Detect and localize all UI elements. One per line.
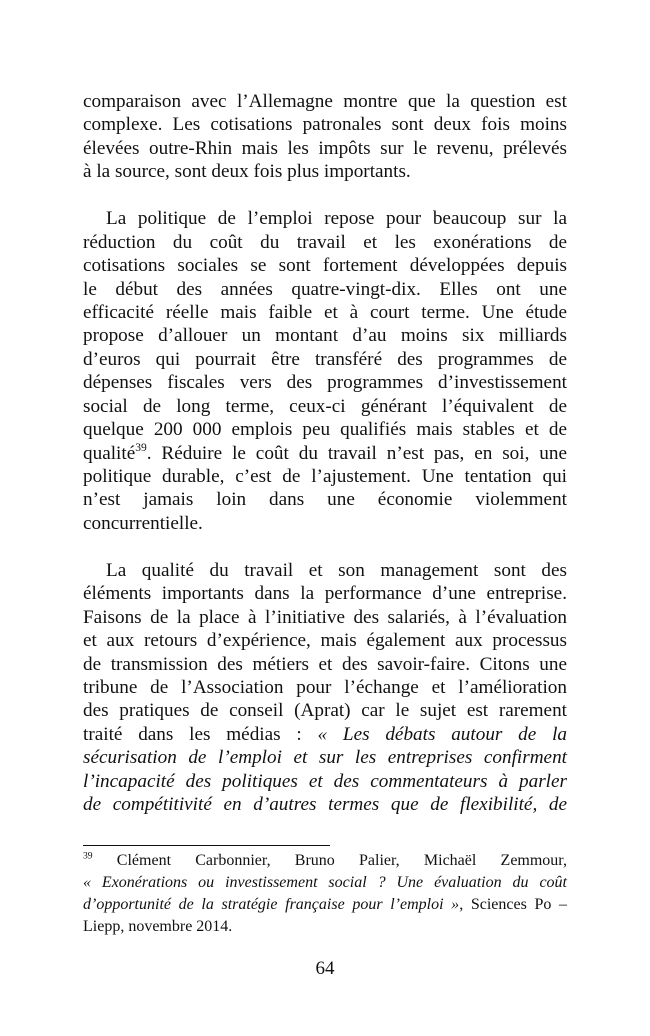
paragraph-line: [83, 723, 567, 746]
text-segment: traité dans les médias :: [83, 723, 318, 745]
paragraph-line: [83, 582, 567, 605]
page-number: 64: [315, 958, 335, 979]
paragraph-gap: [83, 184, 567, 207]
paragraph-line: [83, 606, 567, 629]
text-segment: complexe. Les cotisations patronales sont deux fois moins: [83, 114, 567, 136]
paragraph-line: [83, 465, 567, 488]
paragraph-line: [83, 324, 567, 347]
footnote-reference: 39: [83, 850, 93, 862]
paragraph-line: [83, 278, 567, 301]
paragraph-line: [83, 160, 567, 183]
text-segment: concurrentielle.: [83, 512, 203, 534]
paragraph-line: [83, 629, 567, 652]
text-segment: La qualité du travail et son management sont des: [106, 559, 567, 581]
text-segment: Clément Carbonnier, Bruno Palier, Michaël Zemmour,: [92, 852, 567, 869]
paragraph-gap: [83, 535, 567, 558]
text-segment: Liepp, novembre 2014.: [83, 918, 233, 935]
italic-text: l’incapacité des politiques et des commentateurs à parler: [83, 770, 567, 792]
text-segment: n’est jamais loin dans une économie violemment: [83, 489, 567, 511]
text-segment: politique durable, c’est de l’ajustement. Une tentation qui: [83, 466, 567, 487]
footnote-line: [83, 850, 567, 872]
italic-text: « Exonérations ou investissement social ? Une évaluation du coût: [83, 874, 567, 891]
paragraph-line: [83, 418, 567, 441]
text-segment: réduction du coût du travail et les exonérations de: [83, 231, 567, 253]
paragraph-line: [83, 137, 567, 160]
footnote-separator: [83, 845, 330, 846]
text-segment: social de long terme, ceux-ci générant l’équivalent de: [83, 395, 567, 417]
text-segment: dépenses fiscales vers des programmes d’investissement: [83, 372, 567, 394]
footnote-line: [83, 916, 567, 938]
text-segment: le début des années quatre-vingt-dix. Elles ont une: [83, 278, 567, 300]
paragraph-line: [83, 371, 567, 394]
paragraph-line: [83, 746, 567, 769]
paragraph-line: [83, 301, 567, 324]
footnote-line: [83, 894, 567, 916]
text-segment: cotisations sociales se sont fortement développées depuis: [83, 255, 567, 277]
text-segment: comparaison avec l’Allemagne montre que la question est: [83, 91, 567, 112]
text-segment: et aux retours d’expérience, mais également aux processus: [83, 630, 567, 652]
paragraph-line: [83, 488, 567, 511]
text-segment: . Réduire le coût du travail n’est pas, en soi, une: [146, 442, 567, 464]
paragraph-line: [83, 395, 567, 418]
text-segment: éléments importants dans la performance d’une entreprise.: [83, 583, 567, 605]
text-segment: de transmission des métiers et des savoir-faire. Citons une: [83, 653, 567, 675]
paragraph-line: [83, 254, 567, 277]
text-segment: qualité: [83, 442, 136, 464]
text-segment: tribune de l’Association pour l’échange et l’amélioration: [83, 676, 567, 698]
text-segment: La politique de l’emploi repose pour beaucoup sur la: [106, 208, 567, 230]
paragraph-line: [83, 90, 567, 113]
text-segment: élevées outre-Rhin mais les impôts sur le revenu, prélevés: [83, 137, 567, 159]
text-segment: quelque 200 000 emplois peu qualifiés mais stables et de: [83, 419, 567, 441]
text-segment: des pratiques de conseil (Aprat) car le sujet est rarement: [83, 700, 567, 722]
footnote-reference: 39: [135, 441, 147, 454]
text-segment: , Sciences Po –: [459, 896, 568, 913]
paragraph-line: [83, 231, 567, 254]
italic-text: d’opportunité de la stratégie française pour l’emploi »: [83, 896, 460, 913]
italic-text: « Les débats autour de la: [317, 723, 567, 745]
paragraph-line: [83, 699, 567, 722]
paragraph-line: [83, 793, 567, 816]
paragraph-line: [83, 512, 567, 535]
italic-text: de compétitivité en d’autres termes que de flexibilité, de: [83, 794, 567, 816]
text-segment: Faisons de la place à l’initiative des salariés, à l’évaluation: [83, 606, 567, 628]
paragraph-line: [83, 653, 567, 676]
text-segment: propose d’allouer un montant d’au moins six milliards: [83, 325, 567, 347]
footnote: [83, 850, 567, 938]
italic-text: sécurisation de l’emploi et sur les entreprises confirment: [83, 747, 567, 769]
body-text: [83, 90, 567, 817]
text-segment: à la source, sont deux fois plus importants.: [83, 161, 411, 183]
paragraph-line: [83, 207, 567, 230]
footnote-line: [83, 872, 567, 894]
paragraph-line: [83, 770, 567, 793]
paragraph-line: [83, 559, 567, 582]
paragraph-line: [83, 113, 567, 136]
text-segment: d’euros qui pourrait être transféré des programmes de: [83, 348, 567, 370]
text-segment: efficacité réelle mais faible et à court terme. Une étude: [83, 301, 567, 323]
paragraph-line: [83, 676, 567, 699]
paragraph-line: [83, 348, 567, 371]
paragraph-line: [83, 442, 567, 465]
